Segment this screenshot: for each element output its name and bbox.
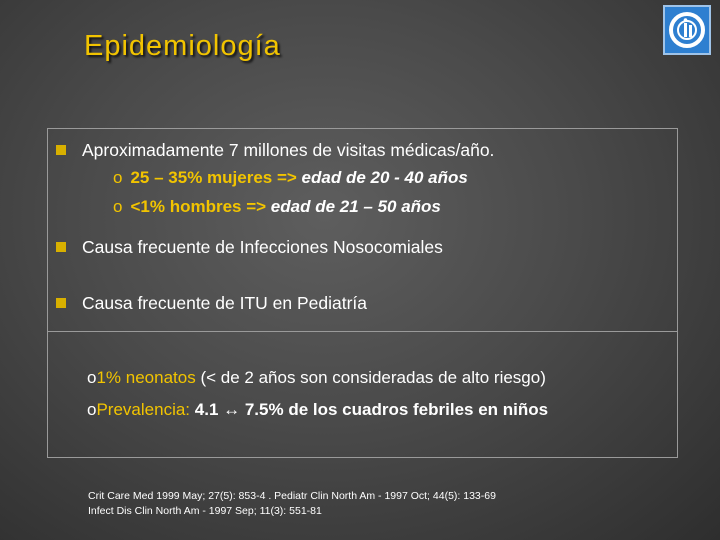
lower-item-marker: o [87,400,97,419]
bullet-text: Causa frecuente de Infecciones Nosocomiales [82,236,443,257]
sub-item-highlight: <1% hombres => [130,197,267,216]
sub-item-rest: edad de 20 - 40 años [301,168,468,187]
lower-item-prevalence [87,400,548,420]
lower-item-highlight: Prevalencia: [96,400,191,419]
bullet-square-icon [56,242,66,252]
slide-title: Epidemiología [84,30,281,62]
lower-item-highlight: 1% neonatos [96,368,196,387]
sub-bullet-marker: o [113,197,123,216]
lower-item-rest: (< de 2 años son consideradas de alto riesgo) [200,368,546,387]
reference-line: Infect Dis Clin North Am - 1997 Sep; 11(3): 551-81 [88,505,322,517]
sub-item-men [113,197,441,217]
sub-bullet-marker: o [113,168,123,187]
sub-item-women [113,168,468,188]
bullet-visits [56,138,494,162]
bullet-square-icon [56,145,66,155]
lower-item-rest: 4.1 ↔ 7.5% de los cuadros febriles en niños [194,400,549,419]
content-divider [47,331,678,332]
sub-item-highlight: 25 – 35% mujeres => [130,168,297,187]
bullet-text: Aproximadamente 7 millones de visitas médicas/año. [82,139,495,160]
bullet-nosocomial [56,235,443,259]
lower-item-marker: o [87,368,97,387]
bullet-text: Causa frecuente de ITU en Pediatría [82,292,368,313]
bullet-pediatrics [56,291,367,315]
sub-item-rest: edad de 21 – 50 años [270,197,441,216]
bullet-square-icon [56,298,66,308]
references [88,489,496,519]
reference-line: Crit Care Med 1999 May; 27(5): 853-4 . Pediatr Clin North Am - 1997 Oct; 44(5): 133-69 [88,490,496,502]
itu-logo [663,5,711,55]
lower-item-neonates [87,368,546,388]
